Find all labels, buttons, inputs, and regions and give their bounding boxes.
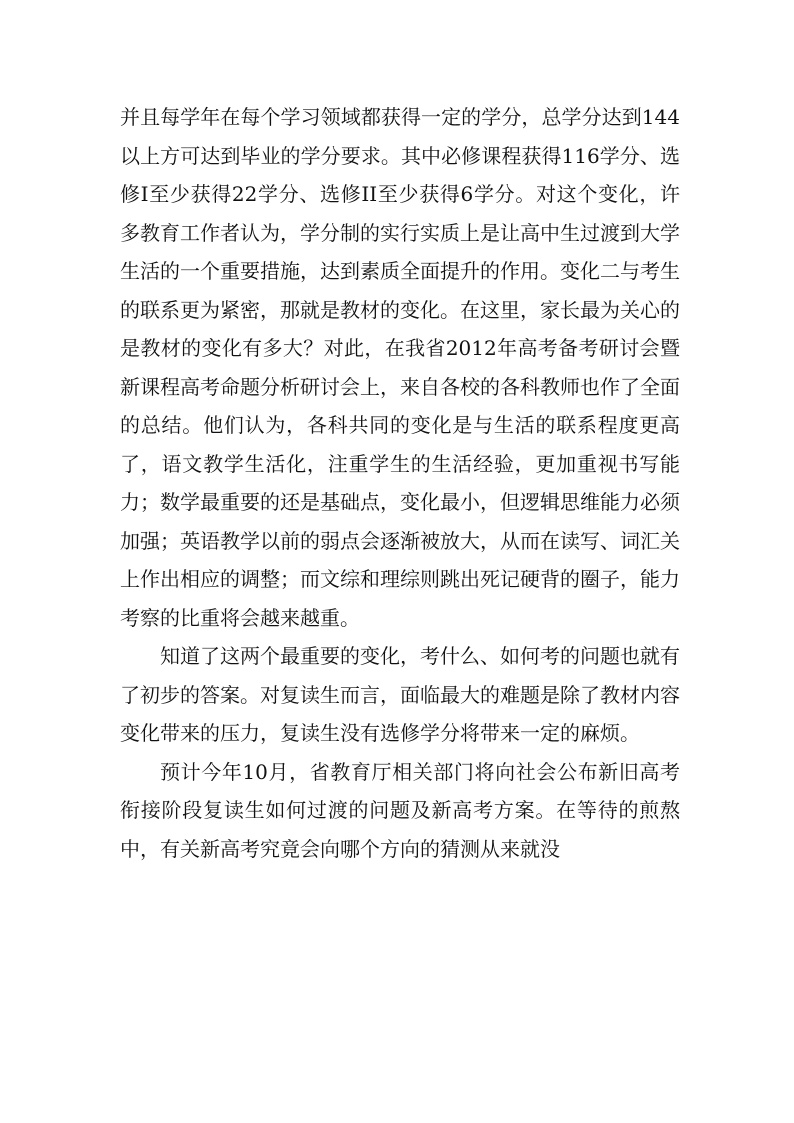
paragraph-1: 并且每学年在每个学习领域都获得一定的学分，总学分达到144以上方可达到毕业的学分要求。其中必修课程获得116学分、选修I至少获得22学分、选修II至少获得6学分。对这个变化，许多教育工作者认为，学分制的实行实质上是让高中生过渡到大学生活的一个重要措施，达到素质全面提升的作用。变化二与考生的联系更为紧密，那就是教材的变化。在这里，家长最为关心的是教材的变化有多大？对此，在我省2012年高考备考研讨会暨新课程高考命题分析研讨会上，来自各校的各科教师也作了全面的总结。他们认为，各科共同的变化是与生活的联系程度更高了，语文教学生活化，注重学生的生活经验，更加重视书写能力；数学最重要的还是基础点，变化最小，但逻辑思维能力必须加强；英语教学以前的弱点会逐渐被放大，从而在读写、词汇关上作出相应的调整；而文综和理综则跳出死记硬背的圈子，能力考察的比重将会越来越重。 bbox=[120, 105, 680, 630]
body-text bbox=[120, 98, 680, 868]
paragraph-2: 知道了这两个最重要的变化，考什么、如何考的问题也就有了初步的答案。对复读生而言，面临最大的难题是除了教材内容变化带来的压力，复读生没有选修学分将带来一定的麻烦。 bbox=[120, 644, 680, 745]
paragraph-3: 预计今年10月，省教育厅相关部门将向社会公布新旧高考衔接阶段复读生如何过渡的问题及新高考方案。在等待的煎熬中，有关新高考究竟会向哪个方向的猜测从来就没 bbox=[120, 759, 680, 861]
